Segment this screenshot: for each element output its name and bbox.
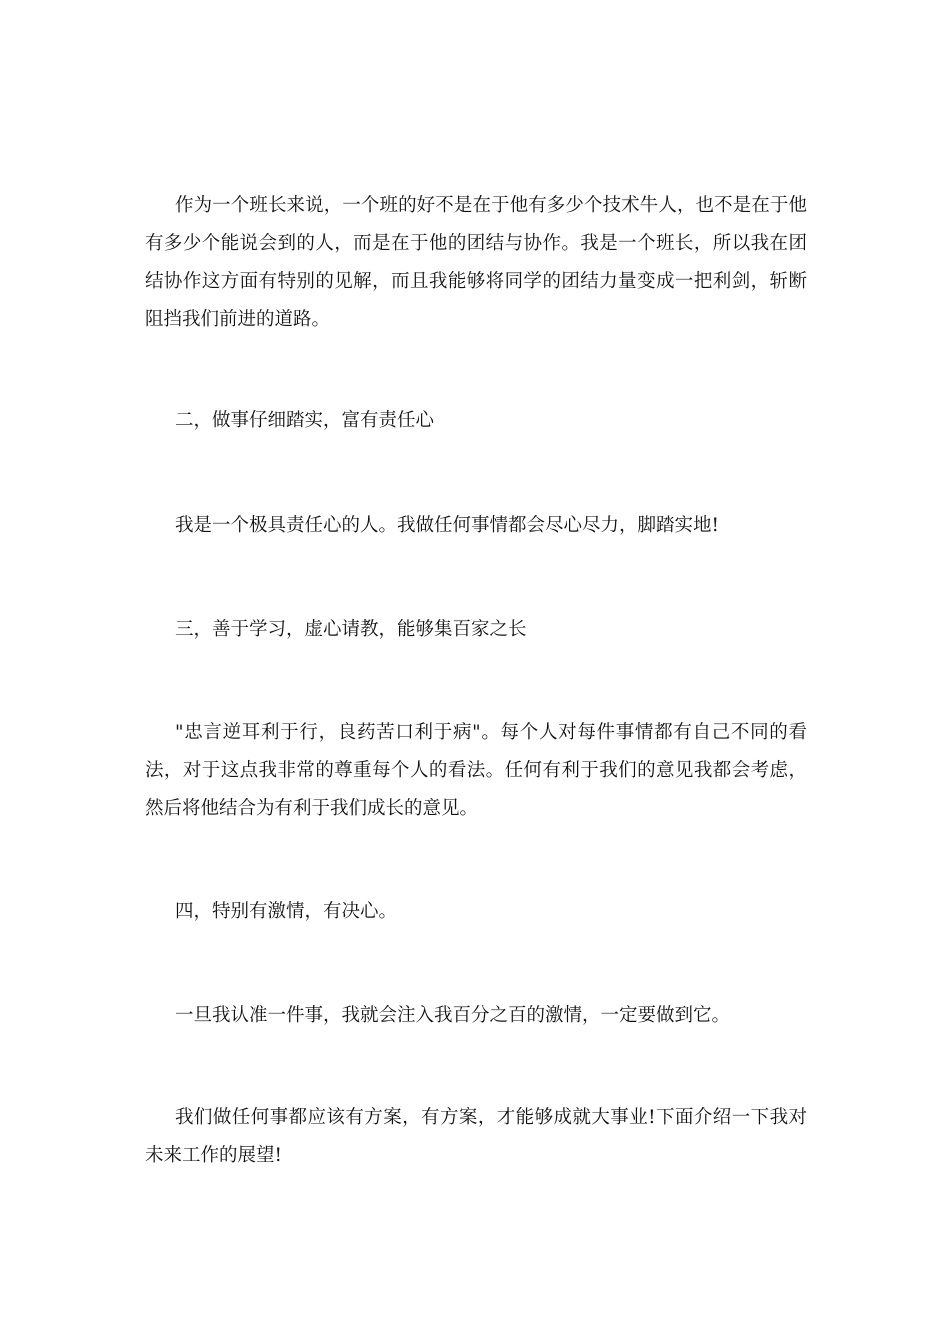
paragraph-learning: "忠言逆耳利于行，良药苦口利于病"。每个人对每件事情都有自己不同的看法，对于这点我非常的尊重每个人的看法。任何有利于我们的意见我都会考虑，然后将他结合为有利于我们成长的意见。 — [145, 722, 807, 819]
heading-responsibility: 二，做事仔细踏实，富有责任心 — [175, 410, 435, 431]
paragraph-passion: 一旦我认准一件事，我就会注入我百分之百的激情，一定要做到它。 — [175, 1005, 731, 1026]
heading-passion: 四，特别有激情，有决心。 — [175, 901, 398, 922]
paragraph-teamwork: 作为一个班长来说，一个班的好不是在于他有多少个技术牛人，也不是在于他有多少个能说会到的人，而是在于他的团结与协作。我是一个班长，所以我在团结协作这方面有特别的见解，而且我能够将同学的团结力量变成一把利剑，斩断阻挡我们前进的道路。 — [145, 195, 807, 330]
paragraph-responsibility: 我是一个极具责任心的人。我做任何事情都会尽心尽力，脚踏实地! — [175, 515, 719, 536]
heading-learning: 三，善于学习，虚心请教，能够集百家之长 — [175, 619, 527, 640]
paragraph-outlook: 我们做任何事都应该有方案，有方案，才能够成就大事业!下面介绍一下我对未来工作的展望! — [145, 1107, 807, 1166]
